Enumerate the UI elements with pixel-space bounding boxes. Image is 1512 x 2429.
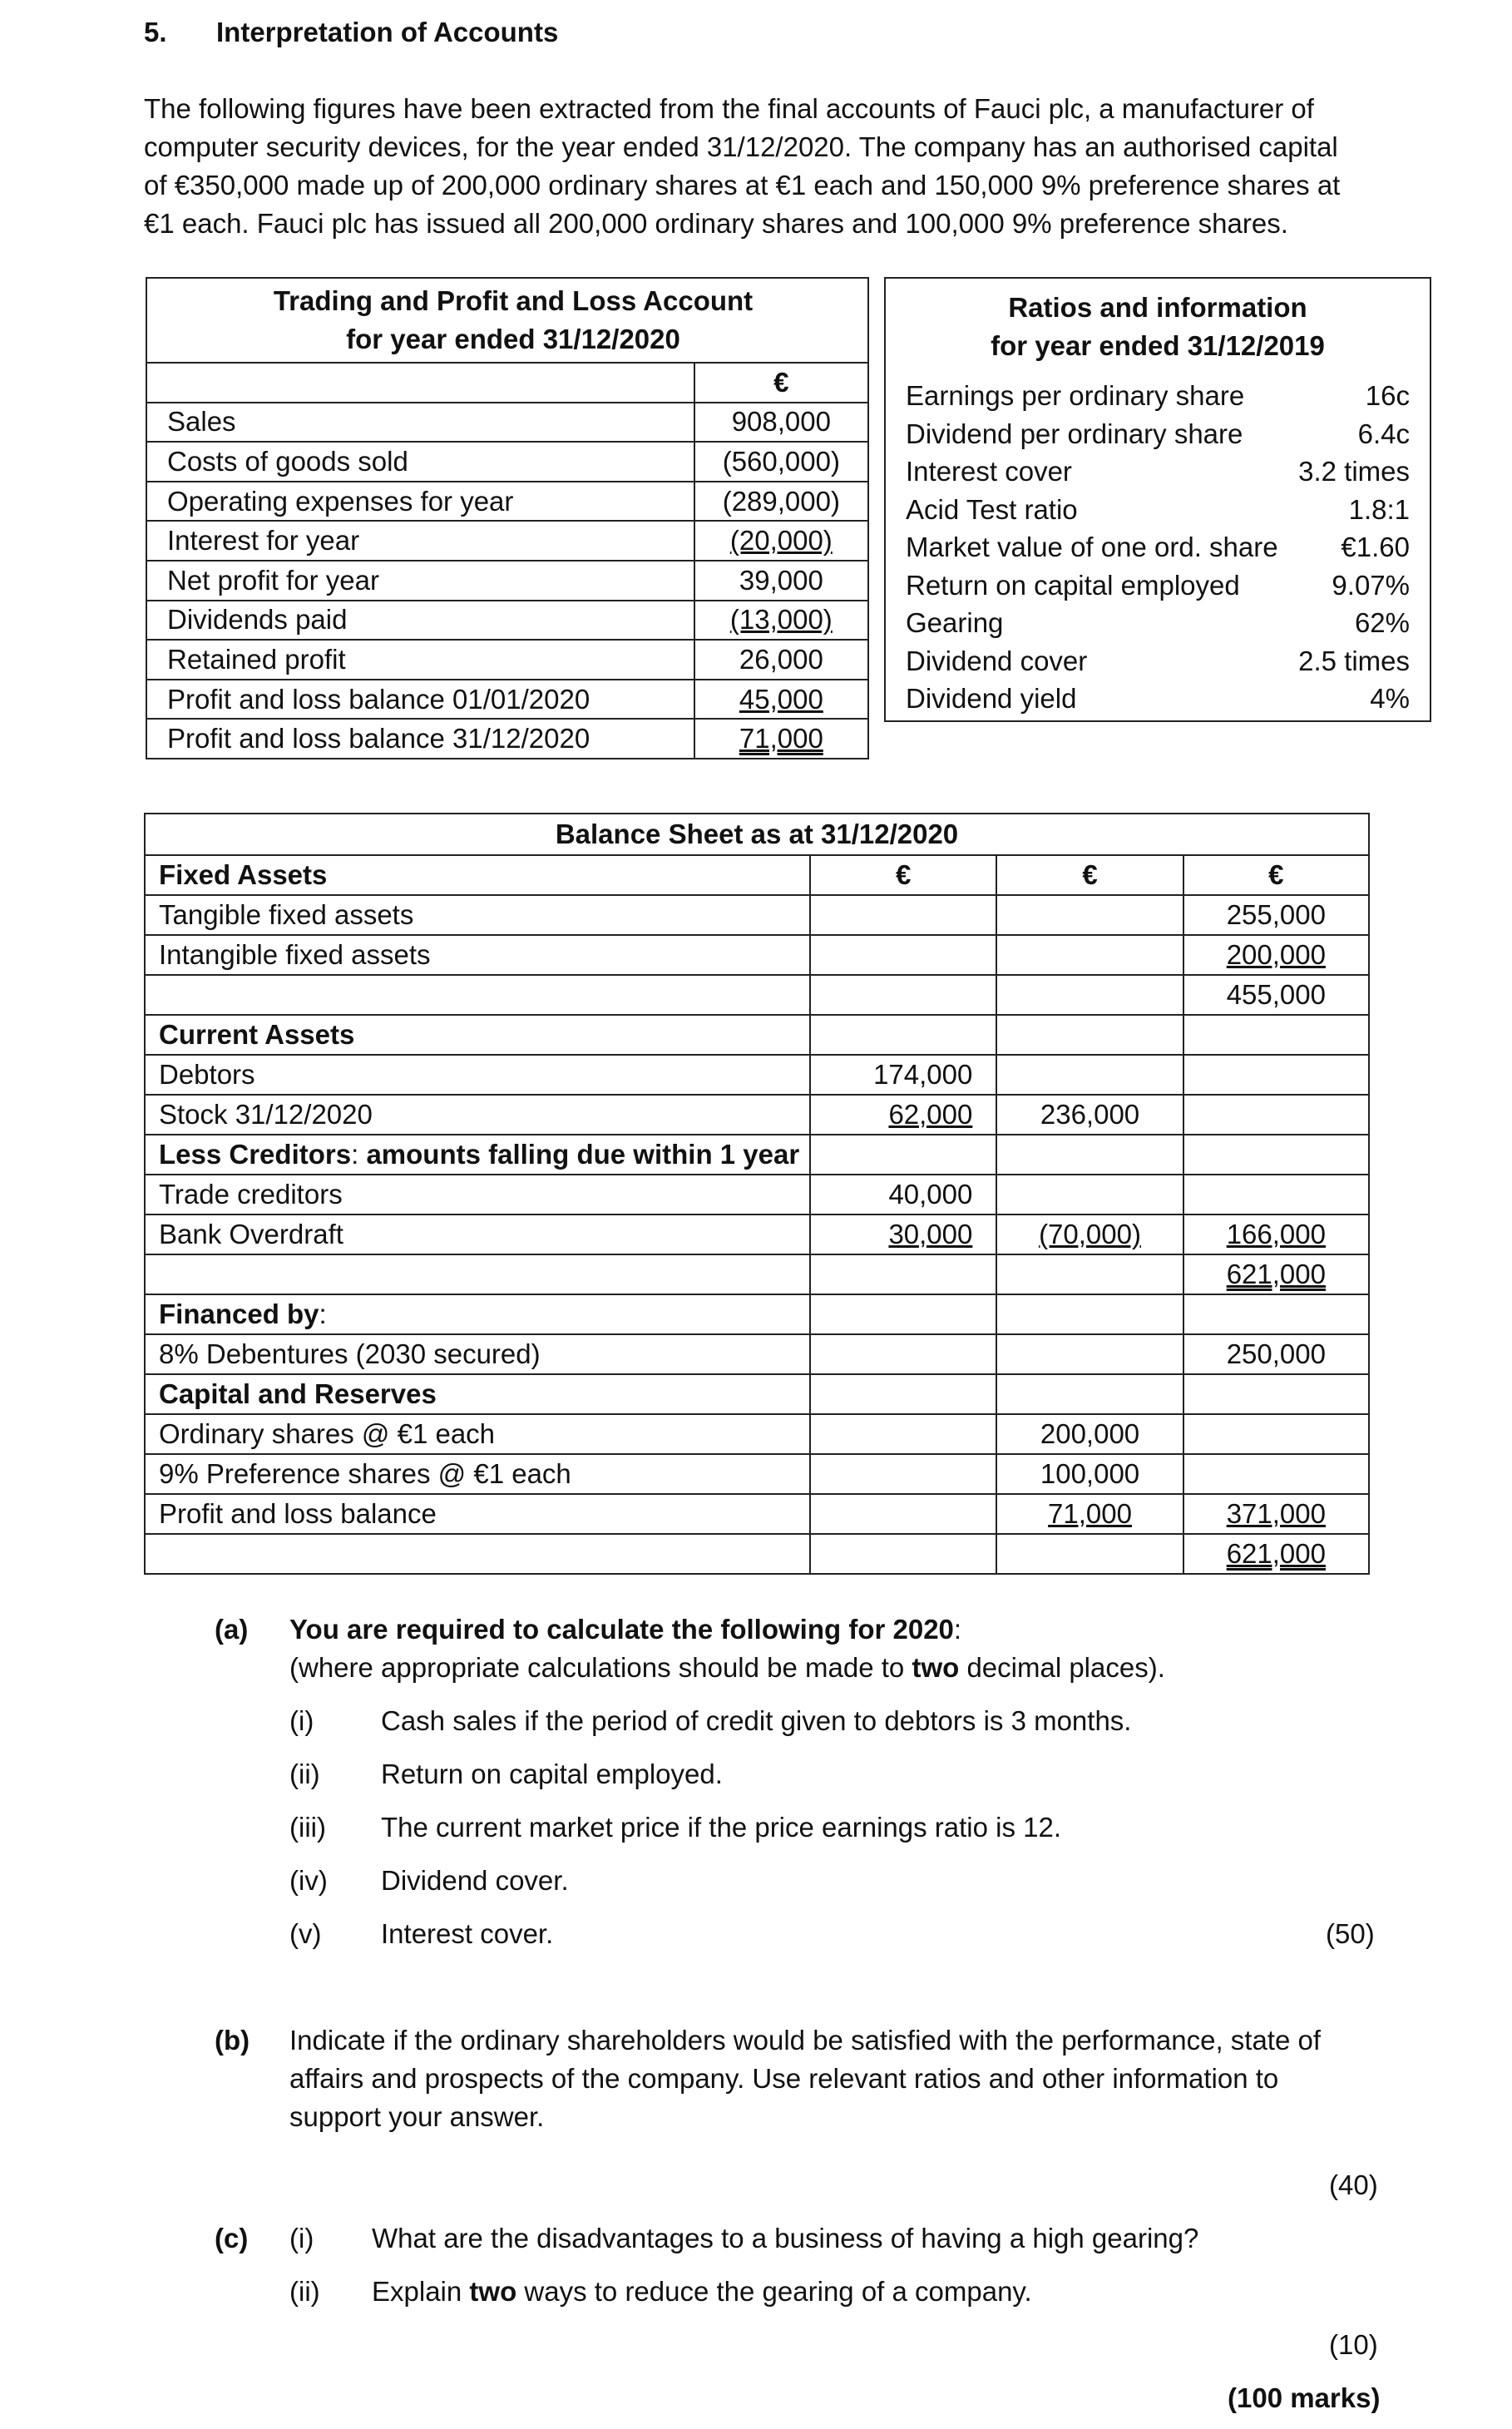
part-c-item-text: What are the disadvantages to a business of having a high gearing? xyxy=(372,2223,1199,2253)
ratio-label: Dividend per ordinary share xyxy=(906,418,1243,449)
list-item xyxy=(886,642,1430,680)
ratio-label: Dividend yield xyxy=(906,683,1077,714)
part-a-item-text: The current market price if the price earnings ratio is 12. xyxy=(381,1812,1062,1843)
ratios-title xyxy=(886,289,1430,365)
table-row xyxy=(145,1254,1369,1294)
table-row xyxy=(145,1294,1369,1334)
table-row xyxy=(145,1175,1369,1214)
pl-label: Interest for year xyxy=(146,521,694,561)
bs-label: Stock 31/12/2020 xyxy=(145,1095,810,1135)
ratios-title-line1: Ratios and information xyxy=(1008,292,1307,323)
intro-paragraph xyxy=(144,90,1475,243)
intro-line: computer security devices, for the year ended 31/12/2020. The company has an authorised capital xyxy=(144,131,1338,162)
ratio-label: Return on capital employed xyxy=(906,569,1240,601)
pl-amount: (289,000) xyxy=(694,482,868,522)
bs-title-row xyxy=(145,814,1369,855)
pl-label: Profit and loss balance 01/01/2020 xyxy=(146,680,694,720)
table-row xyxy=(145,1494,1369,1534)
bs-label: Less Creditors: amounts falling due within 1 year xyxy=(145,1135,810,1175)
table-row xyxy=(145,1055,1369,1095)
bs-amount: 621,000 xyxy=(1226,1538,1326,1569)
bs-amount: 200,000 xyxy=(1226,939,1326,970)
bs-amount: 621,000 xyxy=(1226,1259,1326,1289)
part-a-note: (where appropriate calculations should be made to two decimal places). xyxy=(289,1652,1165,1683)
table-row xyxy=(146,640,868,680)
table-row xyxy=(146,482,868,522)
part-b-label: (b) xyxy=(215,2025,250,2055)
ratio-label: Market value of one ord. share xyxy=(906,532,1278,562)
list-item xyxy=(886,377,1430,415)
ratio-label: Dividend cover xyxy=(906,645,1088,676)
bs-amount: (70,000) xyxy=(1039,1219,1141,1249)
part-a-item-num: (iv) xyxy=(289,1865,328,1896)
table-row xyxy=(145,1095,1369,1135)
list-item xyxy=(886,528,1430,566)
ratio-label: Earnings per ordinary share xyxy=(906,380,1245,411)
pl-amount: 71,000 xyxy=(739,723,823,754)
pl-amount: 908,000 xyxy=(694,403,868,443)
pl-amount: 26,000 xyxy=(694,640,868,680)
part-a-item-num: (ii) xyxy=(289,1759,320,1789)
table-row xyxy=(146,680,868,720)
pl-label: Profit and loss balance 31/12/2020 xyxy=(146,719,694,759)
bs-amount: 40,000 xyxy=(810,1175,996,1214)
bs-label: Capital and Reserves xyxy=(145,1374,810,1414)
table-row xyxy=(145,975,1369,1015)
ratio-value: 6.4c xyxy=(1357,418,1410,449)
pl-title-line1: Trading and Profit and Loss Account xyxy=(273,285,754,316)
bs-currency: € xyxy=(1183,855,1369,895)
table-row xyxy=(146,719,868,759)
bs-amount: 236,000 xyxy=(996,1095,1183,1135)
part-a-item-text: Dividend cover. xyxy=(381,1865,569,1896)
part-a-item-text: Cash sales if the period of credit given to debtors is 3 months. xyxy=(381,1705,1132,1736)
bs-amount: 100,000 xyxy=(996,1454,1183,1494)
bs-label: Bank Overdraft xyxy=(145,1214,810,1254)
part-c-item-text: Explain two ways to reduce the gearing of a company. xyxy=(372,2276,1032,2307)
ratio-value: 1.8:1 xyxy=(1348,493,1410,525)
pl-label: Net profit for year xyxy=(146,561,694,601)
question-title: Interpretation of Accounts xyxy=(216,17,559,47)
bs-label: Current Assets xyxy=(145,1015,810,1055)
bs-amount: 455,000 xyxy=(1183,975,1369,1015)
bs-label: Ordinary shares @ €1 each xyxy=(145,1414,810,1454)
list-item xyxy=(886,680,1430,718)
table-row xyxy=(146,561,868,601)
intro-line: of €350,000 made up of 200,000 ordinary shares at €1 each and 150,000 9% preference shares at xyxy=(144,170,1341,200)
ratio-label: Interest cover xyxy=(906,456,1072,487)
table-row xyxy=(145,1374,1369,1414)
pl-title-row xyxy=(146,278,868,363)
part-b-marks: (40) xyxy=(1329,2169,1378,2200)
part-c-label: (c) xyxy=(215,2223,249,2253)
bs-label: Intangible fixed assets xyxy=(145,935,810,975)
part-a-item-num: (iii) xyxy=(289,1812,326,1843)
pl-amount: 39,000 xyxy=(694,561,868,601)
bs-label: Financed by: xyxy=(145,1294,810,1334)
part-a-item-text: Return on capital employed. xyxy=(381,1759,723,1789)
intro-line: €1 each. Fauci plc has issued all 200,000 ordinary shares and 100,000 9% preference shares. xyxy=(144,208,1288,239)
bs-amount: 71,000 xyxy=(1048,1498,1132,1529)
ratios-list xyxy=(886,377,1430,718)
bs-amount: 174,000 xyxy=(810,1055,996,1095)
pl-currency-row xyxy=(146,363,868,403)
table-row xyxy=(145,1015,1369,1055)
pl-amount: (13,000) xyxy=(729,604,833,636)
part-a-item-text: Interest cover. xyxy=(381,1918,554,1949)
bs-title: Balance Sheet as at 31/12/2020 xyxy=(145,814,1369,855)
part-c-marks: (10) xyxy=(1329,2329,1378,2360)
pl-account-table xyxy=(146,277,869,759)
bs-amount: 200,000 xyxy=(996,1414,1183,1454)
ratio-value: 3.2 times xyxy=(1298,456,1410,487)
bs-label: Fixed Assets xyxy=(145,855,810,895)
ratio-value: 9.07% xyxy=(1332,569,1410,601)
table-row xyxy=(145,1534,1369,1574)
table-row xyxy=(145,855,1369,895)
ratio-label: Acid Test ratio xyxy=(906,493,1078,525)
pl-label: Retained profit xyxy=(146,640,694,680)
part-a-item-num: (v) xyxy=(289,1918,322,1949)
list-item xyxy=(886,415,1430,453)
part-b-text: Indicate if the ordinary shareholders would be satisfied with the performance, state of affairs and prospects of the company. Use relevant ratios and other information to support your answer. xyxy=(289,2025,1322,2132)
ratio-label: Gearing xyxy=(906,607,1004,638)
ratios-box xyxy=(884,277,1431,722)
bs-currency: € xyxy=(996,855,1183,895)
bs-label: Tangible fixed assets xyxy=(145,895,810,935)
list-item xyxy=(886,566,1430,605)
part-a-item-num: (i) xyxy=(289,1705,314,1736)
pl-title-line2: for year ended 31/12/2020 xyxy=(346,324,680,354)
pl-amount: (560,000) xyxy=(694,442,868,482)
bs-amount: 371,000 xyxy=(1226,1498,1326,1529)
pl-label: Operating expenses for year xyxy=(146,482,694,522)
table-row xyxy=(145,1135,1369,1175)
list-item xyxy=(886,491,1430,529)
table-row xyxy=(145,1414,1369,1454)
bs-currency: € xyxy=(810,855,996,895)
list-item xyxy=(886,453,1430,491)
part-a-instruction: You are required to calculate the following for 2020: xyxy=(289,1614,962,1645)
part-c-item-num: (i) xyxy=(289,2223,314,2253)
bs-amount: 255,000 xyxy=(1183,895,1369,935)
table-row xyxy=(145,1214,1369,1254)
list-item xyxy=(886,604,1430,642)
table-row xyxy=(146,442,868,482)
pl-currency: € xyxy=(694,363,868,403)
total-marks: (100 marks) xyxy=(1228,2382,1381,2413)
table-row xyxy=(145,1454,1369,1494)
ratio-value: 4% xyxy=(1370,683,1410,714)
table-row xyxy=(145,895,1369,935)
pl-label: Sales xyxy=(146,403,694,443)
pl-amount: (20,000) xyxy=(729,525,833,557)
part-a-label: (a) xyxy=(215,1614,249,1645)
bs-amount: 166,000 xyxy=(1226,1219,1326,1249)
table-row xyxy=(146,403,868,443)
table-row xyxy=(146,521,868,561)
bs-amount: 62,000 xyxy=(888,1099,973,1130)
part-a-marks: (50) xyxy=(1326,1918,1375,1949)
bs-amount: 30,000 xyxy=(888,1219,973,1249)
bs-label: 9% Preference shares @ €1 each xyxy=(145,1454,810,1494)
bs-label: Trade creditors xyxy=(145,1175,810,1214)
table-row xyxy=(146,601,868,641)
bs-label: Debtors xyxy=(145,1055,810,1095)
pl-label: Dividends paid xyxy=(146,601,694,641)
ratio-value: 16c xyxy=(1365,380,1410,411)
ratio-value: 2.5 times xyxy=(1298,645,1410,676)
pl-label: Costs of goods sold xyxy=(146,442,694,482)
bs-amount: 250,000 xyxy=(1183,1334,1369,1374)
table-row xyxy=(145,935,1369,975)
bs-label: 8% Debentures (2030 secured) xyxy=(145,1334,810,1374)
bs-label: Profit and loss balance xyxy=(145,1494,810,1534)
part-c-item-num: (ii) xyxy=(289,2276,320,2307)
question-number: 5. xyxy=(144,17,167,47)
pl-amount: 45,000 xyxy=(739,683,823,715)
balance-sheet-table xyxy=(144,813,1370,1575)
ratio-value: €1.60 xyxy=(1341,532,1410,562)
ratio-value: 62% xyxy=(1354,607,1410,638)
ratios-title-line2: for year ended 31/12/2019 xyxy=(991,330,1325,361)
intro-line: The following figures have been extracted from the final accounts of Fauci plc, a manufacturer of xyxy=(144,93,1314,124)
table-row xyxy=(145,1334,1369,1374)
